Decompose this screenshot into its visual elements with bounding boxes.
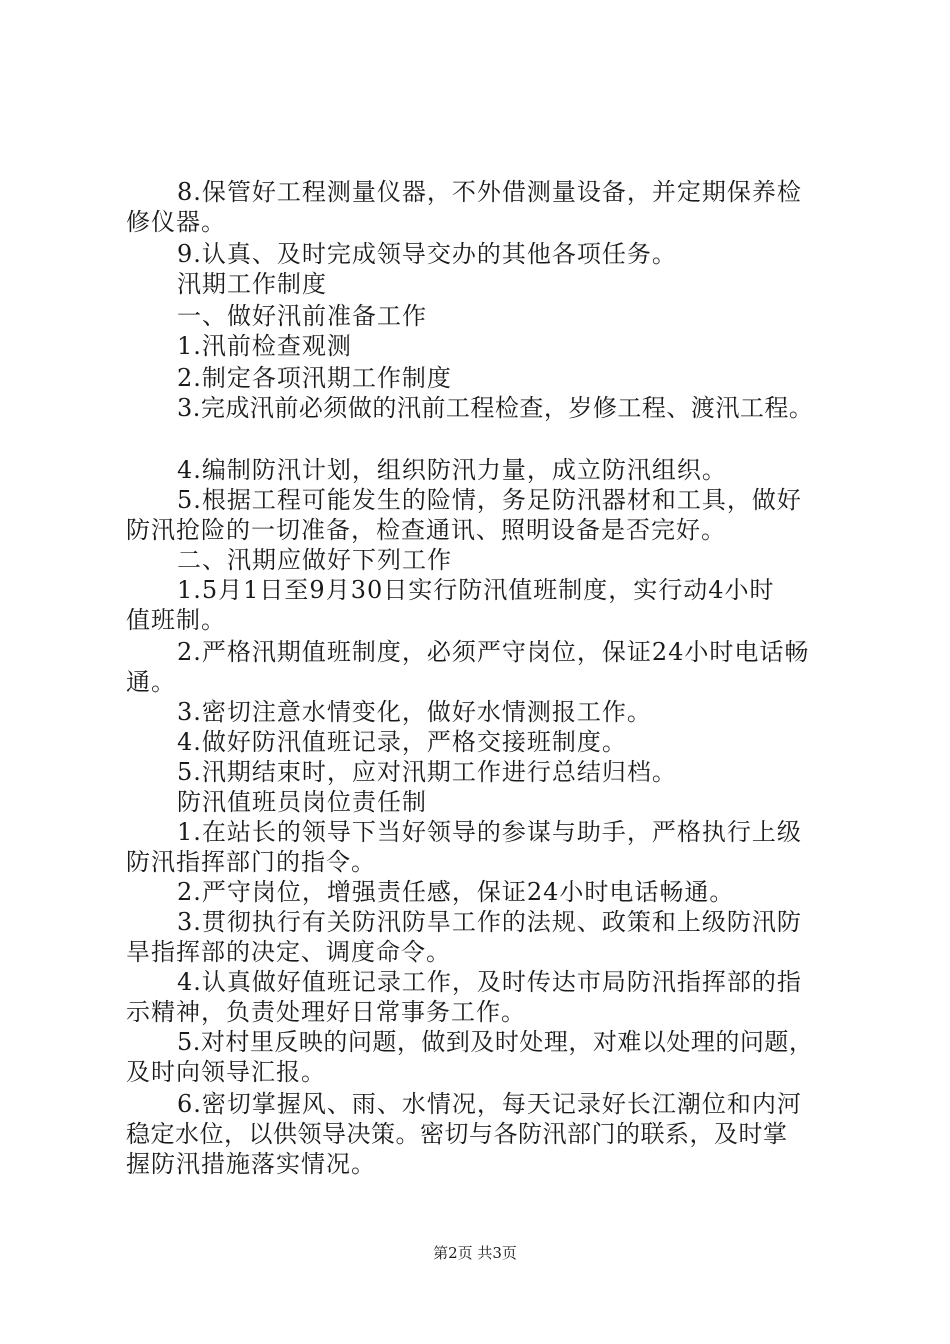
text-line: 4.编制防汛计划，组织防汛力量，成立防汛组织。: [177, 456, 727, 484]
text-line: 通。: [126, 668, 176, 696]
text-line: 防汛抢险的一切准备，检查通讯、照明设备是否完好。: [126, 516, 726, 544]
text-line: 3.密切注意水情变化，做好水情测报工作。: [177, 698, 652, 726]
text-line: 6.密切掌握风、雨、水情况，每天记录好长江潮位和内河: [177, 1090, 802, 1118]
text-line: 示精神，负责处理好日常事务工作。: [126, 998, 526, 1026]
text-line: 5.根据工程可能发生的险情，务足防汛器材和工具，做好: [177, 486, 802, 514]
text-line: 9.认真、及时完成领导交办的其他各项任务。: [177, 240, 677, 268]
page-number-footer: 第2页 共3页: [433, 1244, 517, 1262]
text-line: 5.对村里反映的问题，做到及时处理，对难以处理的问题，: [177, 1028, 814, 1056]
section-heading: 一、做好汛前准备工作: [177, 302, 427, 330]
text-line: 5.汛期结束时，应对汛期工作进行总结归档。: [177, 758, 677, 786]
text-line: 及时向领导汇报。: [126, 1058, 326, 1086]
text-line: 3.贯彻执行有关防汛防旱工作的法规、政策和上级防汛防: [177, 908, 802, 936]
text-line: 4.认真做好值班记录工作，及时传达市局防汛指挥部的指: [177, 968, 802, 996]
text-line: 8.保管好工程测量仪器，不外借测量设备，并定期保养检: [177, 178, 802, 206]
text-line: 2.严格汛期值班制度，必须严守岗位，保证24小时电话畅: [177, 638, 810, 666]
text-line: 握防汛措施落实情况。: [126, 1150, 376, 1178]
text-line: 2.制定各项汛期工作制度: [177, 364, 452, 392]
text-line: 1.汛前检查观测: [177, 332, 352, 360]
text-line: 2.严守岗位，增强责任感，保证24小时电话畅通。: [177, 878, 735, 906]
text-line: 3.完成汛前必须做的汛前工程检查，岁修工程、渡汛工程。: [177, 394, 814, 422]
section-heading: 汛期工作制度: [177, 270, 327, 298]
section-heading: 二、汛期应做好下列工作: [177, 546, 452, 574]
section-heading: 防汛值班员岗位责任制: [177, 788, 427, 816]
text-line: 1.在站长的领导下当好领导的参谋与助手，严格执行上级: [177, 818, 802, 846]
text-line: 1.5月1日至9月30日实行防汛值班制度，实行动4小时: [177, 576, 775, 604]
text-line: 4.做好防汛值班记录，严格交接班制度。: [177, 728, 627, 756]
text-line: 旱指挥部的决定、调度命令。: [126, 938, 451, 966]
text-line: 值班制。: [126, 606, 226, 634]
text-line: 稳定水位，以供领导决策。密切与各防汛部门的联系，及时掌: [126, 1120, 788, 1148]
text-line: 修仪器。: [126, 208, 226, 236]
text-line: 防汛指挥部门的指令。: [126, 848, 376, 876]
